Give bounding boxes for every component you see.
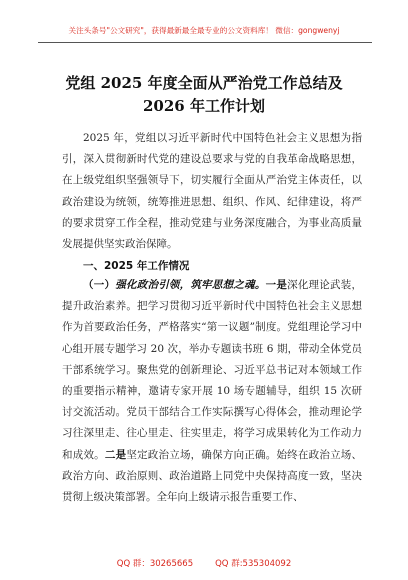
promo-banner: 关注头条号"公文研究"，获得最新最全最专业的公文资料库！ 微信：gongwenyj: [68, 26, 340, 35]
body-paragraph-political-guidance: [62, 275, 362, 508]
section-heading-2025-work: 一、2025 年工作情况: [83, 260, 190, 272]
header-divider: [38, 42, 372, 43]
qq-group-2: QQ 群:535304092: [215, 559, 292, 569]
intro-paragraph: 2025 年，党组以习近平新时代中国特色社会主义思想为指引，深入贯彻新时代党的建设总要求与党的自我革命战略思想，在上级党组织坚强领导下，切实履行全面从严治党主体责任，以政治建设为统领，统筹推进思想、组织、作风、纪律建设，将严的要求贯穿工作全程，推动党建与业务深度融合，为事业高质量发展提供坚实政治保障。: [62, 132, 362, 251]
point-lead-2: 二是: [104, 448, 127, 461]
point-text-1: 深化理论武装，提升政治素养。把学习贯彻习近平新时代中国特色社会主义思想作为首要政治任务，严格落实“第一议题”制度。党组理论学习中心组开展专题学习 20 次，举办专题读书班 6 期，带动全体党员干部系统学习。聚焦党的创新理论、习近平总书记对本领域工作的重要指示精神，邀请专家开展 10 场专题辅导，组织 15 次研讨交流活动。党员干部结合工作实际撰写心得体会，推动理论学习往深里走、往心里走、往实里走，将学习成果转化为工作动力和成效。: [62, 279, 363, 461]
point-lead-1: 一是: [265, 279, 288, 291]
point-text-2: 坚定政治立场，确保方向正确。始终在政治立场、政治方向、政治原则、政治道路上同党中央保持高度一致，坚决贯彻上级决策部署。全年向上级请示报告重要工作、: [62, 448, 363, 504]
subsection-title: 强化政治引领，筑牢思想之魂。: [115, 279, 266, 291]
footer-contact: [0, 557, 408, 569]
document-title-line-2: 2026 年工作计划: [143, 97, 265, 115]
qq-group-1: QQ 群：30265665: [116, 559, 194, 569]
subsection-number: （一）: [83, 279, 116, 291]
document-title-line-1: 党组 2025 年度全面从严治党工作总结及: [65, 74, 343, 92]
